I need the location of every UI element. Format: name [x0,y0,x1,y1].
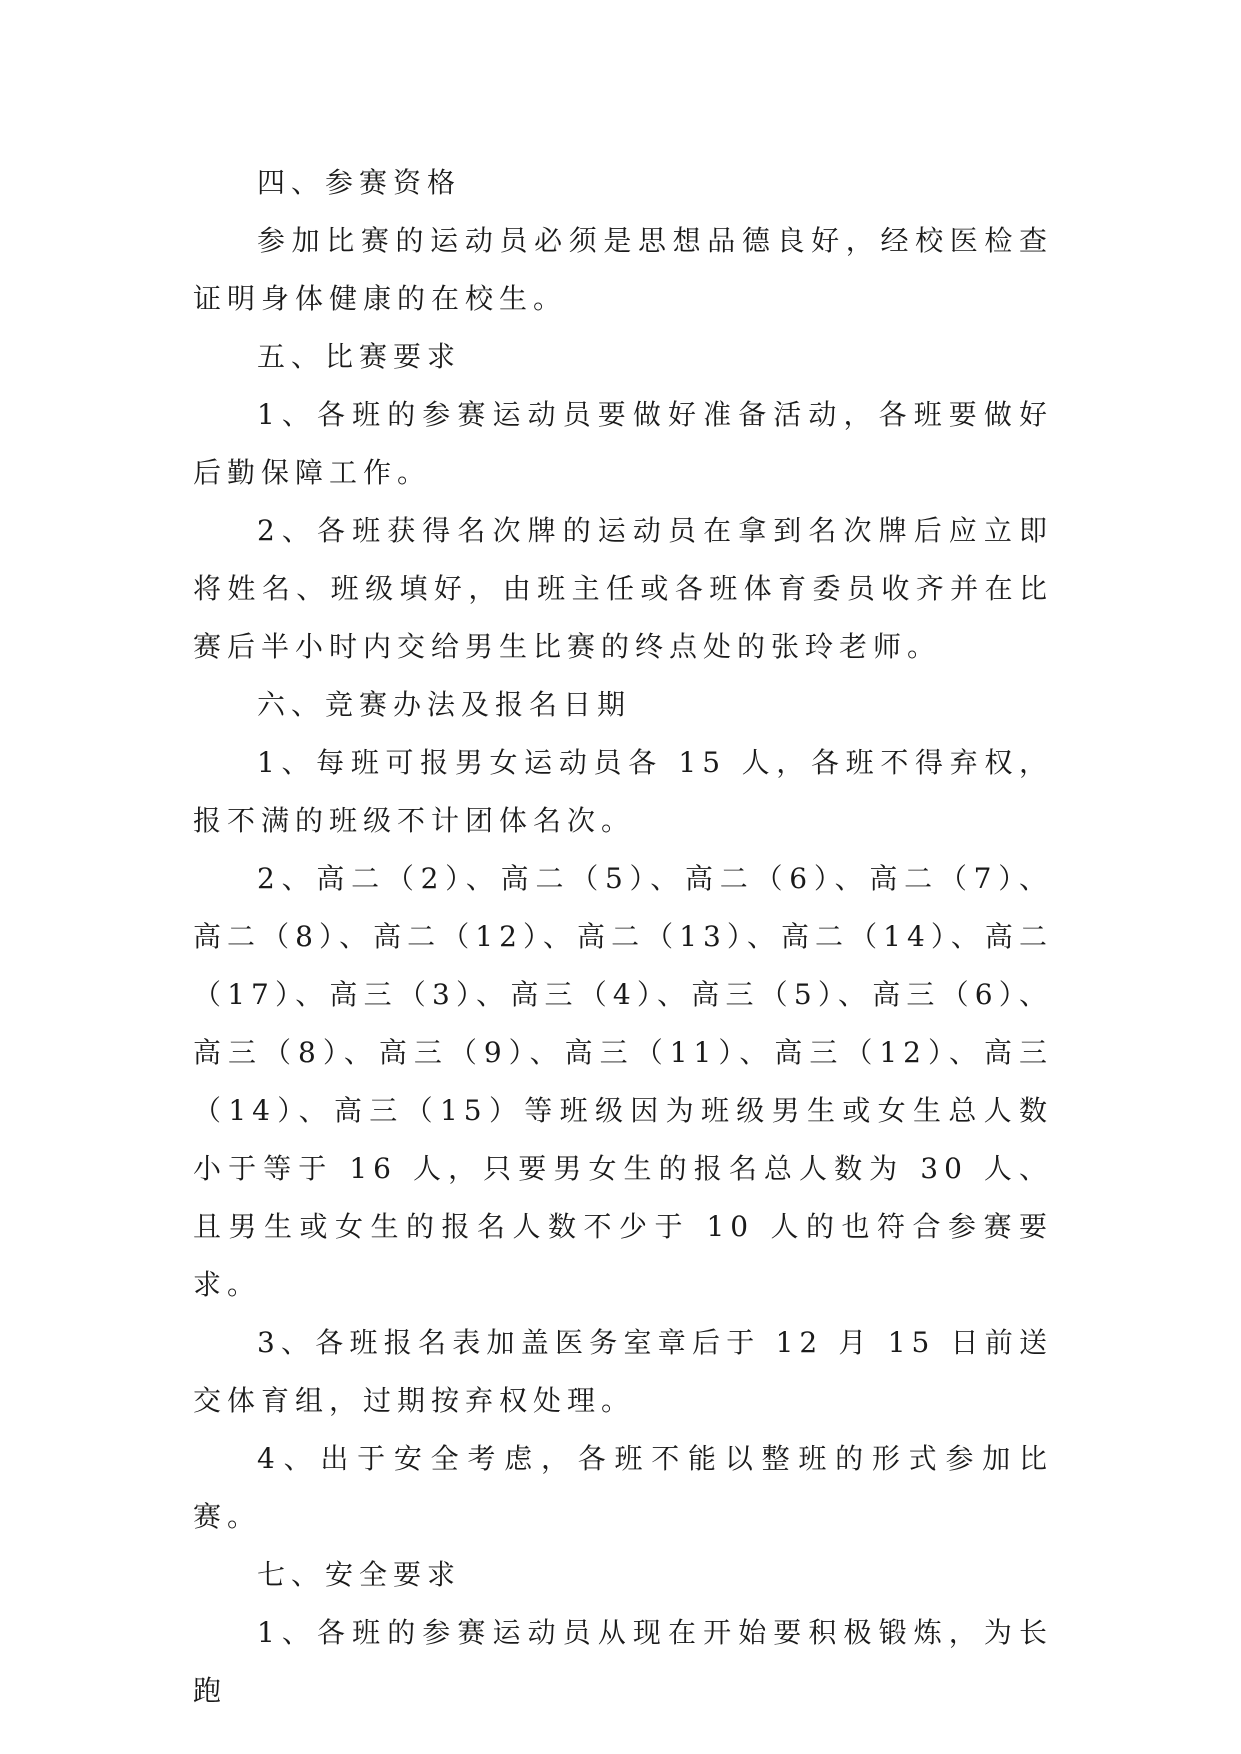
paragraph-safety-1: 1、各班的参赛运动员从现在开始要积极锻炼，为长跑 [193,1616,1053,1707]
section-heading-eligibility: 四、参赛资格 [257,166,462,199]
section-heading-requirements: 五、比赛要求 [257,340,462,373]
paragraph-rule-3: 3、各班报名表加盖医务室章后于 12 月 15 日前送交体育组，过期按弃权处理。 [193,1326,1053,1417]
section-heading-safety: 七、安全要求 [257,1558,462,1591]
paragraph-requirement-1: 1、各班的参赛运动员要做好准备活动，各班要做好后勤保障工作。 [193,398,1053,489]
paragraph-rule-2: 2、高二（2）、高二（5）、高二（6）、高二（7）、高二（8）、高二（12）、高二（13）、高二（14）、高二（17）、高三（3）、高三（4）、高三（5）、高三（6）、高三（8）、高三（9）、高三（11）、高三（12）、高三（14）、高三（15）等班级因为班级男生或女生总人数小于等于 16 人，只要男女生的报名总人数为 30 人、且男生或女生的报名人数不少于 10 人的也符合参赛要求。 [193,862,1053,1301]
paragraph-requirement-2: 2、各班获得名次牌的运动员在拿到名次牌后应立即将姓名、班级填好，由班主任或各班体育委员收齐并在比赛后半小时内交给男生比赛的终点处的张玲老师。 [193,514,1053,663]
paragraph-rule-1: 1、每班可报男女运动员各 15 人，各班不得弃权，报不满的班级不计团体名次。 [193,746,1053,837]
document-page [193,154,1053,1720]
section-heading-competition-rules: 六、竞赛办法及报名日期 [257,688,632,721]
paragraph-eligibility: 参加比赛的运动员必须是思想品德良好，经校医检查证明身体健康的在校生。 [193,224,1053,315]
paragraph-rule-4: 4、出于安全考虑，各班不能以整班的形式参加比赛。 [193,1442,1053,1533]
